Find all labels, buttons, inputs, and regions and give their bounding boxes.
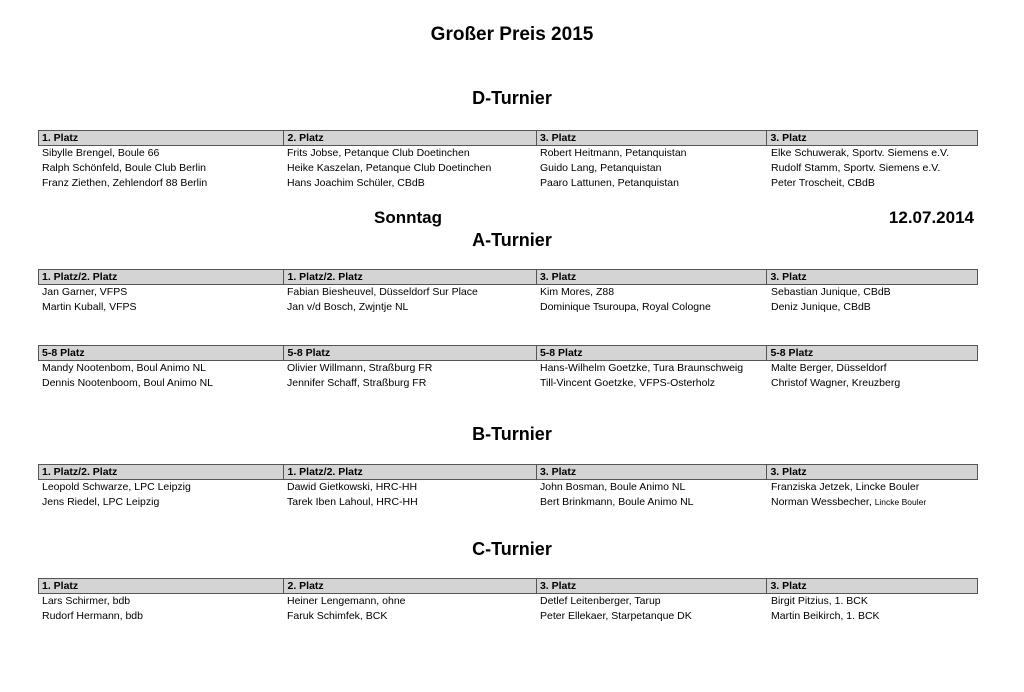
table-cell: Guido Lang, Petanquistan (540, 162, 662, 174)
table-cell: Hans Joachim Schüler, CBdB (287, 177, 425, 189)
cell-note: Lincke Bouler (874, 497, 927, 507)
table-c (38, 578, 978, 624)
header-cell: 2. Platz (283, 131, 535, 145)
header-cell: 5-8 Platz (283, 346, 535, 360)
table-cell: Kim Mores, Z88 (540, 286, 615, 298)
table-cell: Lars Schirmer, bdb (42, 595, 131, 607)
table-row (38, 609, 978, 624)
table-cell: Detlef Leitenberger, Tarup (540, 595, 661, 607)
table-cell: Peter Troscheit, CBdB (771, 177, 875, 189)
table-a-places-5-8 (38, 345, 978, 391)
table-row (38, 480, 978, 495)
table-cell: Sebastian Junique, CBdB (771, 286, 891, 298)
section-heading-b: B-Turnier (472, 424, 552, 444)
table-cell: Franziska Jetzek, Lincke Bouler (771, 481, 920, 493)
table-cell: Rudolf Stamm, Sportv. Siemens e.V. (771, 162, 941, 174)
header-cell: 5-8 Platz (42, 347, 85, 359)
table-header (38, 269, 978, 285)
table-cell: Martin Beikirch, 1. BCK (771, 610, 880, 622)
table-cell: Olivier Willmann, Straßburg FR (287, 362, 433, 374)
table-cell: Robert Heitmann, Petanquistan (540, 147, 687, 159)
table-row (38, 361, 978, 376)
table-cell: Sibylle Brengel, Boule 66 (42, 147, 160, 159)
table-row (38, 594, 978, 609)
header-cell: 1. Platz/2. Platz (42, 271, 118, 283)
table-cell: Bert Brinkmann, Boule Animo NL (540, 496, 694, 508)
table-cell: Rudorf Hermann, bdb (42, 610, 143, 622)
table-row (38, 495, 978, 510)
table-cell: Deniz Junique, CBdB (771, 301, 871, 313)
day-bar (0, 208, 1024, 232)
header-cell: 1. Platz (42, 132, 79, 144)
table-cell: Frits Jobse, Petanque Club Doetinchen (287, 147, 470, 159)
header-cell: 3. Platz (536, 465, 767, 479)
table-cell: Birgit Pitzius, 1. BCK (771, 595, 868, 607)
table-b (38, 464, 978, 510)
table-row (38, 376, 978, 391)
table-cell: Malte Berger, Düsseldorf (771, 362, 887, 374)
table-header (38, 464, 978, 480)
table-cell: Mandy Nootenbom, Boul Animo NL (42, 362, 207, 374)
table-header (38, 130, 978, 146)
header-cell: 1. Platz/2. Platz (283, 270, 535, 284)
table-cell: Dennis Nootenboom, Boul Animo NL (42, 377, 214, 389)
table-header (38, 578, 978, 594)
header-cell: 2. Platz (283, 579, 535, 593)
table-cell: Elke Schuwerak, Sportv. Siemens e.V. (771, 147, 950, 159)
table-cell: Peter Ellekaer, Starpetanque DK (540, 610, 692, 622)
table-cell: Hans-Wilhelm Goetzke, Tura Braunschweig (540, 362, 744, 374)
header-cell: 3. Platz (536, 270, 767, 284)
header-cell: 3. Platz (536, 579, 767, 593)
header-cell: 1. Platz/2. Platz (42, 466, 118, 478)
table-cell: Ralph Schönfeld, Boule Club Berlin (42, 162, 207, 174)
header-cell: 3. Platz (766, 270, 977, 284)
table-header (38, 345, 978, 361)
header-cell: 5-8 Platz (766, 346, 977, 360)
table-cell: Jan v/d Bosch, Zwjntje NL (287, 301, 409, 313)
table-cell: Martin Kuball, VFPS (42, 301, 137, 313)
table-cell: Jens Riedel, LPC Leipzig (42, 496, 160, 508)
table-a (38, 269, 978, 315)
table-cell: Till-Vincent Goetzke, VFPS-Osterholz (540, 377, 716, 389)
table-cell (767, 495, 978, 510)
table-cell: Dominique Tsuroupa, Royal Cologne (540, 301, 711, 313)
day-label: Sonntag (374, 208, 442, 227)
table-cell: Leopold Schwarze, LPC Leipzig (42, 481, 191, 493)
table-row (38, 146, 978, 161)
table-row (38, 300, 978, 315)
table-cell: Tarek Iben Lahoul, HRC-HH (287, 496, 418, 508)
date-label: 12.07.2014 (888, 208, 974, 227)
section-heading-a: A-Turnier (472, 230, 552, 250)
cell-text: Norman Wessbecher, (771, 496, 872, 508)
section-heading-c: C-Turnier (472, 539, 552, 559)
table-row (38, 161, 978, 176)
header-cell: 3. Platz (766, 131, 977, 145)
table-cell: Jan Garner, VFPS (42, 286, 128, 298)
table-cell: Heiner Lengemann, ohne (287, 595, 406, 607)
table-cell: Jennifer Schaff, Straßburg FR (287, 377, 427, 389)
table-cell: Dawid Gietkowski, HRC-HH (287, 481, 418, 493)
header-cell: 3. Platz (536, 131, 767, 145)
page-title: Großer Preis 2015 (430, 24, 594, 45)
table-cell: Heike Kaszelan, Petanque Club Doetinchen (287, 162, 492, 174)
header-cell: 3. Platz (766, 465, 977, 479)
table-d (38, 130, 978, 191)
header-cell: 1. Platz/2. Platz (283, 465, 535, 479)
table-cell: Franz Ziethen, Zehlendorf 88 Berlin (42, 177, 208, 189)
table-cell: Fabian Biesheuvel, Düsseldorf Sur Place (287, 286, 478, 298)
table-cell: Paaro Lattunen, Petanquistan (540, 177, 679, 189)
table-row (38, 176, 978, 191)
table-cell: Faruk Schimfek, BCK (287, 610, 388, 622)
header-cell: 1. Platz (42, 580, 79, 592)
section-heading-d: D-Turnier (472, 88, 552, 108)
table-row (38, 285, 978, 300)
table-cell: John Bosman, Boule Animo NL (540, 481, 686, 493)
header-cell: 3. Platz (766, 579, 977, 593)
table-cell: Christof Wagner, Kreuzberg (771, 377, 901, 389)
header-cell: 5-8 Platz (536, 346, 767, 360)
